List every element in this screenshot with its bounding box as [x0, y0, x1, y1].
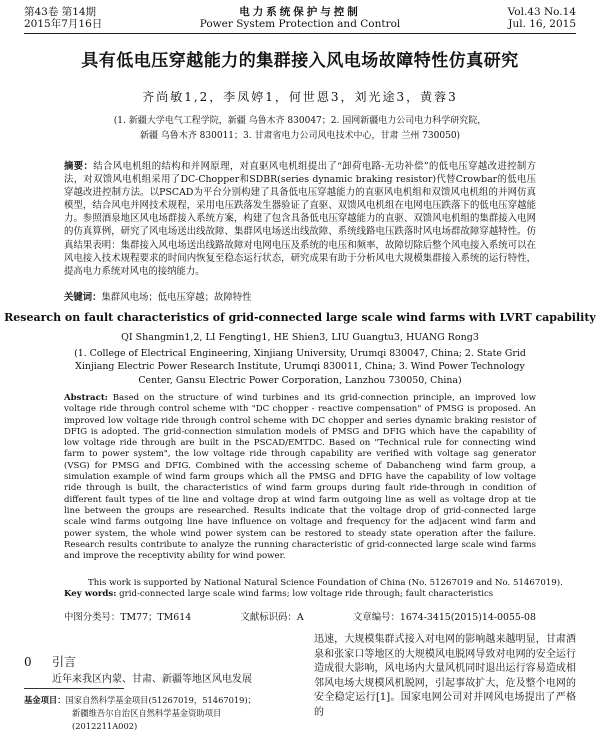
abstract-en-label: Abstract: — [64, 393, 108, 403]
header-volume-en: Vol.43 No.14 — [507, 6, 576, 18]
paper-title-en: Research on fault characteristics of grid-connected large scale wind farms with LVRT capability — [4, 311, 596, 324]
header-volume-cn: 第43卷 第14期 — [24, 6, 97, 18]
clc-number — [64, 609, 191, 623]
abstract-en-text: Based on the structure of wind turbines and its grid-connection principle, an improved low voltage ride through control scheme with "DC chopper - reactive compensation" of PMSG is proposed. An improved low voltage ride through control scheme with DC chopper and series dynamic braking resistor of DFIG is adopted. The grid-connection simulation models of PMSG and DFIG which have the capability of low voltage ride through are built in the PSCAD/EMTDC. Based on "Technical rule for connecting wind farm to power system", the low voltage ride through capability are verified with voltage sag generator (VSG) for PMSG and DFIG. Combined with the accessing scheme of Dabancheng wind farm group, a simulation example of wind farm groups which all the PMSG and DFIG have the capability of low voltage ride through is built, the characteristics of wind farm groups during fault ride-through in condition of different fault types of tie line and voltage drop at wind farm outgoing line as well as voltage drop at tie line between the groups are researched. Results indicate that the voltage drop of grid-connected large scale wind farms outgoing line have influence on voltage and frequency for the adjacent wind farm and power system, the whole wind power system can be restored to steady state operation after the failure. Research results contribute to analyze the running characteristic of grid-connected large scale wind farms and improve the receptivity ability for wind power. — [64, 393, 536, 562]
header-right — [508, 6, 576, 30]
affiliation-cn-line1: (1. 新疆大学电气工程学院，新疆 乌鲁木齐 830047；2. 国网新疆电力公司电力科学研究院， — [113, 116, 487, 126]
article-number — [353, 609, 536, 623]
footnote-funding — [24, 694, 284, 733]
authors-cn: 齐尚敏1,2，李凤婷1，何世恩3，刘光途3，黄蓉3 — [142, 90, 458, 104]
article-number-label: 文章编号： — [352, 612, 400, 623]
header-date-cn: 2015年7月16日 — [24, 18, 103, 30]
keywords-en-label: Key words: — [64, 589, 117, 599]
funding-support-en: This work is supported by National Natural Science Foundation of China (No. 51267019 and No. 51467019). — [88, 578, 563, 588]
document-code-label: 文献标识码： — [240, 612, 297, 623]
affiliation-cn-line2: 新疆 乌鲁木齐 830011；3. 甘肃省电力公司风电技术中心，甘肃 兰州 730050) — [139, 131, 461, 141]
document-code-value: A — [296, 612, 304, 623]
keywords-cn-text: 集群风电场；低电压穿越；故障特性 — [101, 292, 252, 303]
section-number: 0 — [24, 655, 32, 669]
clc-label: 中图分类号： — [64, 612, 121, 623]
section-title: 引言 — [52, 655, 77, 669]
section-heading-intro — [24, 653, 76, 670]
abstract-cn — [64, 160, 536, 278]
footnote-line2: 新疆维吾尔自治区自然科学基金资助项目(2012211A002) — [72, 708, 222, 731]
header-journal-en: Power System Protection and Control — [199, 18, 401, 30]
intro-text-left: 近年来我区内蒙、甘肃、新疆等地区风电发展 — [52, 674, 252, 685]
keywords-cn — [64, 291, 536, 304]
header-journal-cn: 电力系统保护与控制 — [239, 6, 361, 18]
header-rule — [24, 33, 576, 34]
abstract-en — [64, 393, 536, 562]
footnote-label: 基金项目： — [24, 695, 66, 705]
authors-en: QI Shangmin1,2, LI Fengting1, HE Shien3, LIU Guangtu3, HUANG Rong3 — [121, 332, 479, 343]
article-number-value: 1674-3415(2015)14-0055-08 — [399, 612, 536, 623]
affiliation-en: (1. College of Electrical Engineering, Xinjiang University, Urumqi 830047, China; 2. State Grid Xinjiang Electric Power Research Institute, Urumqi 830011, China; 3. Wind Power Technology Center, Gansu Electric Power Corporation, Lanzhou 730050, China) — [74, 348, 526, 386]
footnote-rule — [24, 688, 124, 689]
intro-text-right: 迅速，大规模集群式接入对电网的影响越来越明显，甘肃酒泉和张家口等地区的大规模风电脱网导致对电网的安全运行造成很大影响，风电场内大量风机同时退出运行容易造成相邻风电场大规模风机脱网，引起事故扩大，危及整个电网的安全稳定运行[1]。国家电网公司对并网风电场提出了严格的 — [314, 634, 576, 718]
abstract-cn-text: 结合风电机组的结构和并网原理，对直驱风电机组提出了“卸荷电路-无功补偿”的低电压穿越改进控制方法，对双馈风电机组采用了DC-Chopper和SDBR(series dynamic braking resistor)代替Crowbar的低电压穿越改进控制方法。以PSCAD为平台分别构建了具备低电压穿越能力的直驱风电机组和双馈风电机组的并网仿真模型，结合风电并网技术规程，采用电压跌落发生器验证了直驱、双馈风电机组在电网电压跌落下的低电压穿越能力。参照酒泉地区风电场群接入系统方案，构建了包含具备低电压穿越能力的直驱、双馈风电机组的集群接入电网的仿真算例，研究了风电场送出线故障、集群风电场送出线故障、系统线路电压跌落时风电场群故障穿越特性。仿真结果表明：集群接入风电场送出线路故障对电网电压及系统的电压和频率，故障切除后整个风电接入系统可以在风电接入技术规程要求的时间内恢复至稳态运行状态，研究成果有助于分析风电大规模集群接入系统的运行特性，提高电力系统对风电的接纳能力。 — [64, 161, 536, 277]
footnote-line1: 国家自然科学基金项目(51267019，51467019)； — [65, 695, 256, 705]
classification-row — [64, 609, 536, 623]
clc-value: TM77；TM614 — [120, 612, 192, 623]
document-code — [241, 609, 304, 623]
header-date-en: Jul. 16, 2015 — [508, 18, 576, 30]
keywords-en-text: grid-connected large scale wind farms; low voltage ride through; fault characteristics — [119, 589, 494, 599]
keywords-cn-label: 关键词： — [64, 292, 102, 303]
abstract-cn-label: 摘要： — [64, 161, 94, 172]
keywords-en — [64, 589, 536, 600]
paper-title-cn: 具有低电压穿越能力的集群接入风电场故障特性仿真研究 — [81, 51, 519, 71]
